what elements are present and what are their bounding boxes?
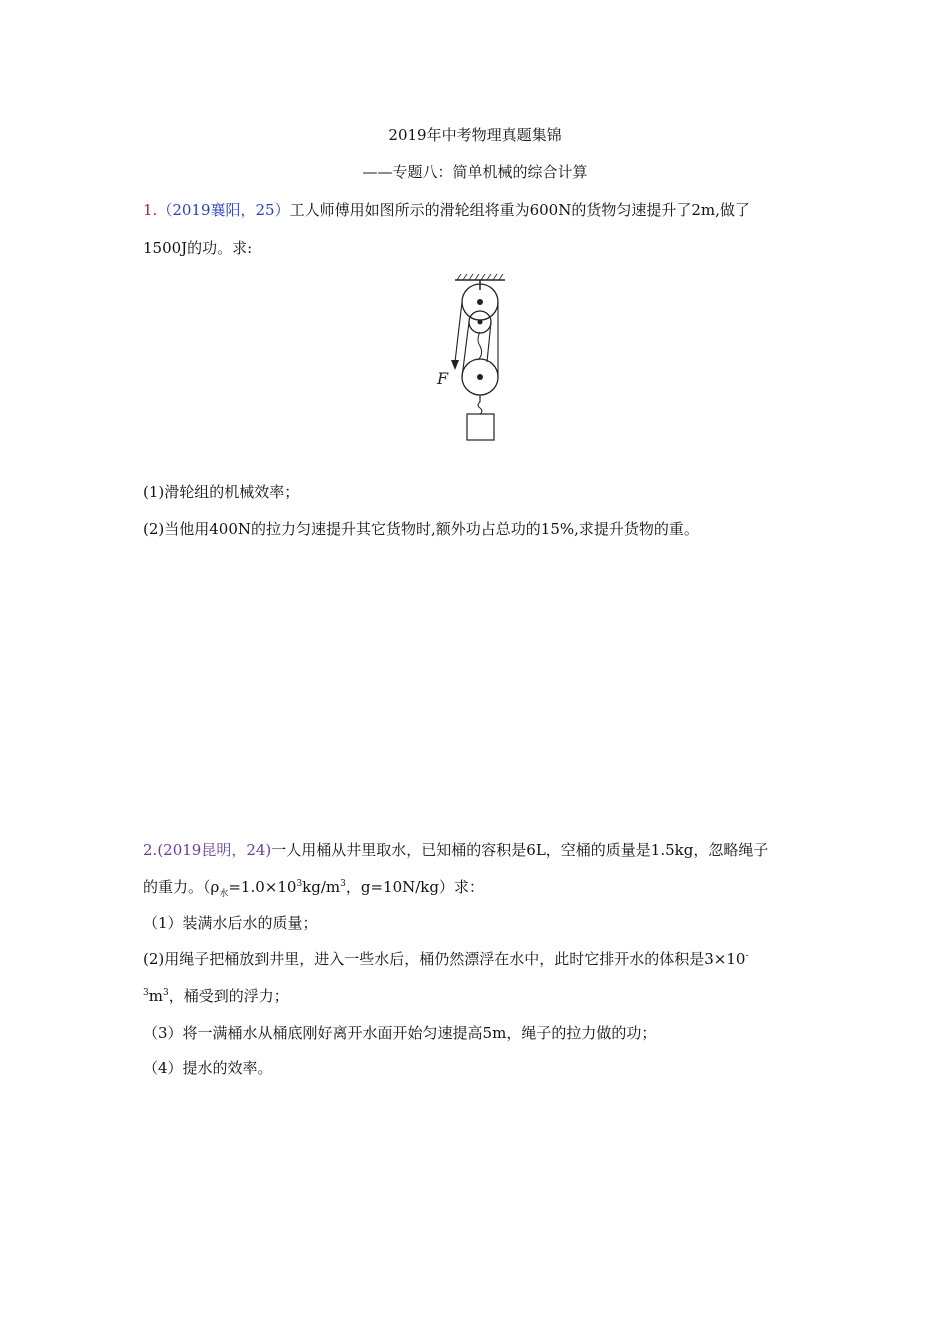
q1-part1: (1)滑轮组的机械效率； bbox=[143, 483, 300, 501]
q2-part2-sup: - bbox=[745, 951, 749, 961]
q2-part2-c: ，桶受到的浮力； bbox=[168, 987, 289, 1005]
q1-text-line1: 工人师傅用如图所示的滑轮组将重为600N的货物匀速提升了2m,做了 bbox=[289, 201, 750, 219]
ceiling-hatch bbox=[457, 274, 503, 280]
q2-part2-a: (2)用绳子把桶放到井里，进入一些水后，桶仍然漂浮在水中，此时它排开水的体积是3×10 bbox=[143, 950, 746, 968]
q1-number: 1. bbox=[143, 201, 158, 219]
q2-part2-line2 bbox=[143, 986, 289, 1006]
q2-line2-sub: 水 bbox=[219, 889, 229, 899]
q2-line2-b: =1.0×10 bbox=[228, 878, 297, 896]
q2-line2-sup2: 3 bbox=[340, 879, 346, 889]
q2-part2-b: m bbox=[148, 987, 163, 1005]
q2-line2-a: 的重力。（ρ bbox=[143, 878, 220, 896]
q2-line2-d: ，g=10N/kg）求： bbox=[345, 878, 485, 896]
force-arrow bbox=[451, 360, 459, 370]
load-box bbox=[467, 414, 494, 440]
q2-part1: （1）装满水后水的质量； bbox=[143, 914, 318, 932]
q2-line2-c: kg/m bbox=[302, 878, 341, 896]
q2-number: 2. bbox=[143, 841, 158, 859]
q1-source: （2019襄阳，25） bbox=[157, 201, 290, 219]
q2-part3: （3）将一满桶水从桶底刚好离开水面开始匀速提高5m，绳子的拉力做的功； bbox=[143, 1024, 657, 1042]
q2-part2-b-sup: 3 bbox=[143, 988, 149, 998]
q2-part2-line1 bbox=[143, 949, 749, 969]
q2-text-line1: 一人用桶从井里取水，已知桶的容积是6L，空桶的质量是1.5kg，忽略绳子 bbox=[271, 841, 769, 859]
q2-line1 bbox=[143, 840, 768, 860]
q2-line2-sup1: 3 bbox=[296, 879, 303, 889]
page-subtitle: ——专题八：简单机械的综合计算 bbox=[362, 163, 588, 181]
q2-part2-b-sup2: 3 bbox=[162, 988, 169, 998]
force-label: F bbox=[437, 369, 449, 388]
q1-line1 bbox=[143, 200, 750, 220]
q1-part2: (2)当他用400N的拉力匀速提升其它货物时,额外功占总功的15%,求提升货物的重。 bbox=[143, 520, 699, 538]
q2-source: (2019昆明，24) bbox=[157, 841, 272, 859]
q2-line2 bbox=[143, 877, 484, 897]
pulley-system-figure bbox=[425, 272, 525, 444]
q2-part4: （4）提水的效率。 bbox=[143, 1059, 273, 1077]
q1-text-line2: 1500J的功。求: bbox=[143, 239, 253, 257]
page-title: 2019年中考物理真题集锦 bbox=[388, 126, 562, 144]
